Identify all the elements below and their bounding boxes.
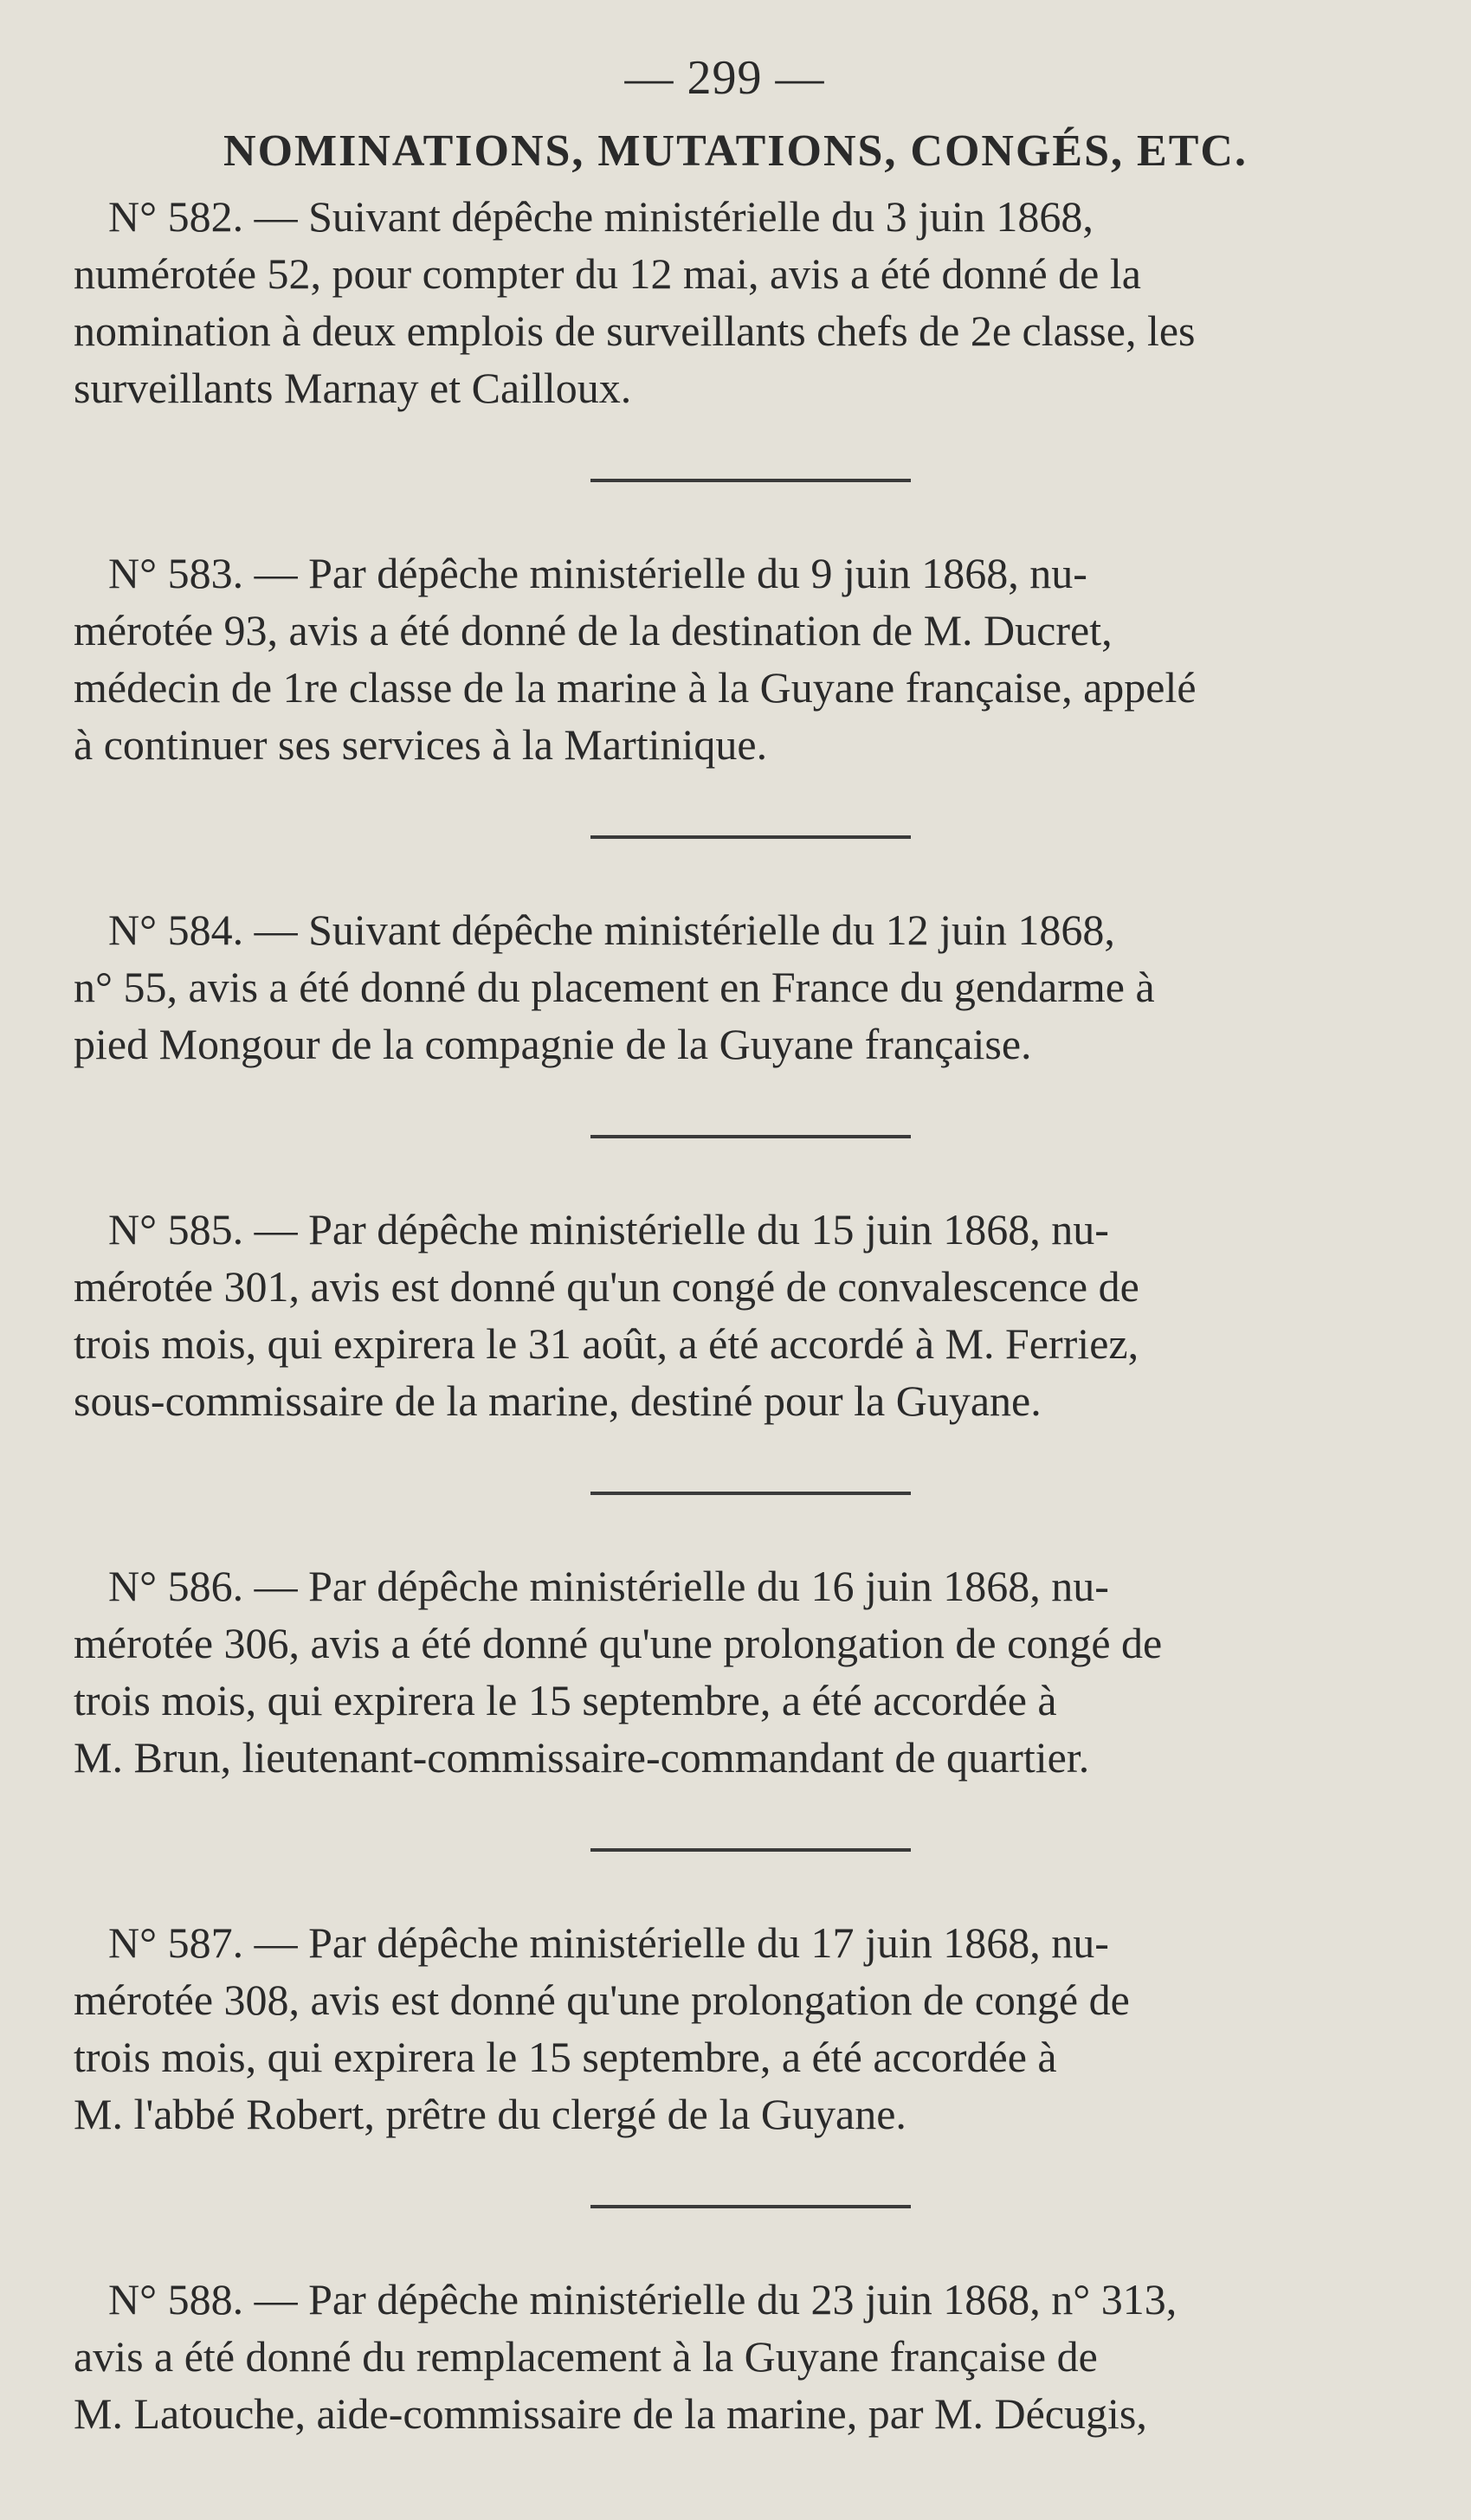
divider	[590, 1492, 911, 1495]
divider	[590, 2205, 911, 2208]
entry-line: sous-commissaire de la marine, destiné pour la Guyane.	[74, 1376, 1042, 1425]
entry-line: nomination à deux emplois de surveillants chefs de 2e classe, les	[74, 306, 1196, 355]
entry-line: M. l'abbé Robert, prêtre du clergé de la Guyane.	[74, 2090, 906, 2138]
entry-line: surveillants Marnay et Cailloux.	[74, 364, 632, 412]
entry-line: N° 582. — Suivant dépêche ministérielle du 3 juin 1868,	[108, 192, 1094, 241]
entry-588	[74, 2271, 1376, 2442]
divider	[590, 1135, 911, 1138]
entry-585	[74, 1201, 1376, 1429]
entry-582	[74, 188, 1376, 416]
entry-line: N° 587. — Par dépêche ministérielle du 17 juin 1868, nu-	[108, 1918, 1109, 1967]
entry-line: trois mois, qui expirera le 15 septembre, a été accordée à	[74, 2033, 1057, 2081]
entry-line: à continuer ses services à la Martinique.	[74, 720, 768, 769]
entry-line: mérotée 301, avis est donné qu'un congé de convalescence de	[74, 1262, 1139, 1311]
divider	[590, 1848, 911, 1852]
entry-line: M. Latouche, aide-commissaire de la marine, par M. Décugis,	[74, 2389, 1147, 2438]
entry-line: mérotée 93, avis a été donné de la destination de M. Ducret,	[74, 606, 1113, 654]
entry-line: pied Mongour de la compagnie de la Guyane française.	[74, 1020, 1032, 1068]
entry-line: M. Brun, lieutenant-commissaire-commandant de quartier.	[74, 1733, 1090, 1782]
entry-line: avis a été donné du remplacement à la Guyane française de	[74, 2332, 1098, 2381]
entry-587	[74, 1914, 1376, 2143]
entry-line: N° 584. — Suivant dépêche ministérielle du 12 juin 1868,	[108, 906, 1115, 954]
divider	[590, 835, 911, 839]
entry-line: médecin de 1re classe de la marine à la Guyane française, appelé	[74, 663, 1197, 712]
entry-line: N° 585. — Par dépêche ministérielle du 15 juin 1868, nu-	[108, 1205, 1109, 1254]
entry-line: trois mois, qui expirera le 15 septembre, a été accordée à	[74, 1676, 1057, 1724]
entry-line: N° 583. — Par dépêche ministérielle du 9 juin 1868, nu-	[108, 549, 1087, 597]
entry-583	[74, 545, 1376, 773]
entry-584	[74, 901, 1376, 1073]
entry-line: mérotée 308, avis est donné qu'une prolongation de congé de	[74, 1975, 1130, 2024]
entry-line: numérotée 52, pour compter du 12 mai, avis a été donné de la	[74, 249, 1141, 298]
entry-line: N° 588. — Par dépêche ministérielle du 23 juin 1868, n° 313,	[108, 2275, 1177, 2323]
entry-line: n° 55, avis a été donné du placement en France du gendarme à	[74, 963, 1155, 1011]
entry-line: mérotée 306, avis a été donné qu'une prolongation de congé de	[74, 1619, 1163, 1667]
section-title: NOMINATIONS, MUTATIONS, CONGÉS, ETC.	[223, 126, 1248, 176]
divider	[590, 479, 911, 482]
entry-line: N° 586. — Par dépêche ministérielle du 16 juin 1868, nu-	[108, 1562, 1109, 1610]
page-number: — 299 —	[624, 51, 825, 105]
entry-line: trois mois, qui expirera le 31 août, a été accordé à M. Ferriez,	[74, 1319, 1139, 1368]
entry-586	[74, 1557, 1376, 1786]
